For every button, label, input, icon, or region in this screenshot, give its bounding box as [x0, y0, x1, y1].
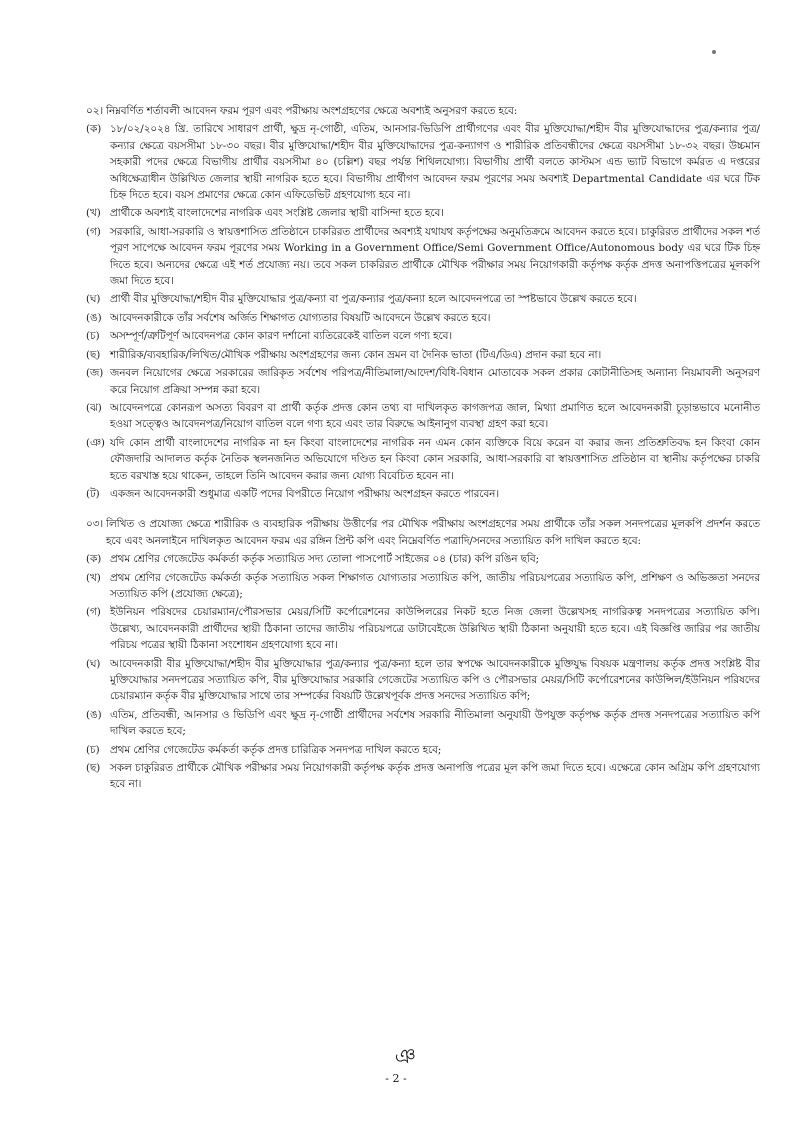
- item-label: (গ): [86, 606, 101, 619]
- list-item: [88, 347, 760, 363]
- item-text: আবেদনপত্রে কোনরূপ অসত্য বিবরণ বা প্রার্থী কর্তৃক প্রদত্ত কোন তথ্য বা দাখিলকৃত কাগজপত্র জাল, মিথ্যা প্রমাণিত হলে আবেদনকারী চূড়ান্তভাবে মনোনীত হওয়া সত্ত্বেও আবেদনপত্র/নিয়োগ বাতিল বলে গণ্য হবে এবং তার বিরুদ্ধে আইনানুগ ব্যবস্থা গ্রহণ করা হবে।: [110, 401, 760, 431]
- item-label: (ঙ): [86, 311, 102, 324]
- item-label: (চ): [86, 743, 100, 756]
- list-item: [88, 365, 760, 398]
- item-text: প্রথম শ্রেণির গেজেটেড কর্মকর্তা কর্তৃক প্রদত্ত চারিত্রিক সনদপত্র দাখিল করতে হবে;: [110, 743, 442, 756]
- item-label: (ঘ): [86, 293, 101, 306]
- item-text: ইউনিয়ন পরিষদের চেয়ারম্যান/পৌরসভার মেয়র/সিটি কর্পোরেশনের কাউন্সিলরের নিকট হতে নিজ জেলা উল্লেখসহ নাগরিকত্ব সনদপত্রের সত্যায়িত কপি। উল্লেখ্য, আবেদনকারী প্রার্থীদের স্থায়ী ঠিকানা তাদের জাতীয় পরিচয়পত্রে ডাটাবেইজে উল্লিখিত স্থায়ী ঠিকানা অনুযায়ী হতে হবে। এই বিজ্ঞপ্তি জারির পর জাতীয় পরিচয় পত্রের স্থায়ী ঠিকানা সংশোধন গ্রহণযোগ্য হবে না।: [110, 606, 760, 652]
- initials-signature: ঞ: [393, 1042, 418, 1070]
- list-item: [88, 551, 760, 567]
- list-item: [88, 400, 760, 433]
- item-text: আবেদনকারী বীর মুক্তিযোদ্ধা/শহীদ বীর মুক্তিযোদ্ধার পুত্র/কন্যার পুত্র/কন্যা হলে তার স্বপক্ষে আবেদনকারীকে মুক্তিযুদ্ধ বিষয়ক মন্ত্রণালয় কর্তৃক প্রদত্ত সংশ্লিষ্ট বীর মুক্তিযোদ্ধার সনদপত্রের সত্যায়িত কপি, বীর মুক্তিযোদ্ধার সরকারি গেজেটের সত্যায়িত কপি ও পৌরসভার মেয়র/সিটি কর্পোরেশনের কাউন্সিল/ইউনিয়ন পরিষদের চেয়ারম্যান কর্তৃক বীর মুক্তিযোদ্ধার সাথে তার সম্পর্কের বিষয়টি উল্লেখপূর্বক প্রদত্ত সনদের সত্যায়িত কপি;: [110, 657, 760, 703]
- section-number: ০২।: [86, 105, 104, 117]
- list-item: [88, 205, 760, 221]
- item-label: (গ): [86, 225, 101, 238]
- item-text: এতিম, প্রতিবন্ধী, আনসার ও ভিডিপি এবং ক্ষুদ্র নৃ-গোষ্ঠী প্রার্থীদের সর্বশেষ সরকারি নীতিমালা অনুযায়ী উপযুক্ত কর্তৃপক্ষ কর্তৃক প্রদত্ত সনদপত্রের সত্যায়িত কপি দাখিল করতে হবে;: [110, 708, 760, 738]
- item-text: প্রথম শ্রেণির গেজেটেড কর্মকর্তা কর্তৃক সত্যায়িত সদ্য তোলা পাসপোর্ট সাইজের ০৪ (চার) কপি রঙিন ছবি;: [110, 553, 540, 566]
- list-item: [88, 224, 760, 290]
- section-3: [88, 516, 760, 793]
- list-item: [88, 328, 760, 344]
- item-label: (ট): [86, 487, 100, 500]
- item-label: (ঘ): [86, 657, 101, 670]
- item-text: প্রার্থী বীর মুক্তিযোদ্ধা/শহীদ বীর মুক্তিযোদ্ধার পুত্র/কন্যা বা পুত্র/কন্যার পুত্র/কন্যা হলে আবেদনপত্রে তা স্পষ্টভাবে উল্লেখ করতে হবে।: [110, 293, 637, 306]
- item-label: (খ): [86, 571, 101, 584]
- item-label: (ঙ): [86, 708, 102, 721]
- item-text: যদি কোন প্রার্থী বাংলাদেশের নাগরিক না হন কিংবা বাংলাদেশের নাগরিক নন এমন কোন ব্যক্তিকে বিয়ে করেন বা করার জন্য প্রতিশ্রুতিবদ্ধ হন কিংবা কোন ফৌজদারি আদালত কর্তৃক নৈতিক স্থলনজনিত অভিযোগে দণ্ডিত হন কিংবা কোন সরকারি, আধা-সরকারি বা স্বায়ত্তশাসিত প্রতিষ্ঠান বা স্থানীয় কর্তৃপক্ষের চাকরি হতে বরখাস্ত হয়ে থাকেন, তাহলে তিনি আবেদন করার জন্য যোগ্য বিবেচিত হবেন না।: [110, 436, 760, 482]
- list-item: [88, 604, 760, 653]
- list-item: [88, 707, 760, 740]
- section-heading: [88, 103, 760, 119]
- item-label: (চ): [86, 330, 100, 343]
- list-item: [88, 121, 760, 203]
- item-text: অসম্পূর্ণ/ত্রুটিপূর্ণ আবেদনপত্র কোন কারণ দর্শানো ব্যতিরেকেই বাতিল বলে গণ্য হবে।: [110, 330, 453, 343]
- item-text: একজন আবেদনকারী শুধুমাত্র একটি পদের বিপরীতে নিয়োগ পরীক্ষায় অংশগ্রহন করতে পারবেন।: [110, 487, 500, 500]
- item-text: সরকারি, আধা-সরকারি ও স্বায়ত্তশাসিত প্রতিষ্ঠানে চাকরিরত প্রার্থীদের অবশ্যই যথাযথ কর্তৃপক্ষের অনুমতিক্রমে আবেদন করতে হবে। চাকুরিরত প্রার্থীদের সকল শর্ত পূরণ সাপেক্ষে আবেদন ফরম পূরণের সময় Working in a Government Office/Semi Government Office/Autonomous body এর ঘরে টিক চিহ্ন দিতে হবে। অন্যদের ক্ষেত্রে এই শর্ত প্রযোজ্য নয়। তবে সকল চাকরিরত প্রার্থীকে মৌখিক পরীক্ষার সময় নিয়োগকারী কর্তৃপক্ষ কর্তৃক প্রদত্ত অনাপত্তিপত্রের মূলকপি জমা দিতে হবে।: [110, 225, 760, 288]
- list-item: [88, 570, 760, 603]
- section-intro: লিখিত ও প্রযোজ্য ক্ষেত্রে শারীরিক ও ব্যবহারিক পরীক্ষায় উত্তীর্ণের পর মৌখিক পরীক্ষায় অংশগ্রহণের সময় প্রার্থীকে তাঁর সকল সনদপত্রের মূলকপি প্রদর্শন করতে হবে এবং অনলাইনে দাখিলকৃত আবেদন ফরম এর রঙ্গিন প্রিন্ট কপি এবং নিম্নেবর্ণিত পত্রাদি/সনদের সত্যায়িত কপি দাখিল করতে হবে:: [106, 518, 760, 547]
- list-item: [88, 435, 760, 484]
- list-item: [88, 310, 760, 326]
- section-heading: [88, 516, 760, 549]
- item-text: শারীরিক/ব্যবহারিক/লিখিত/মৌখিক পরীক্ষায় অংশগ্রহণের জন্য কোন ভ্রমন বা দৈনিক ভাতা (টিএ/ডিএ) প্রদান করা হবে না।: [110, 348, 602, 361]
- list-item: [88, 742, 760, 758]
- item-label: (ক): [86, 123, 102, 136]
- list-item: [88, 656, 760, 705]
- item-label: (ছ): [86, 762, 101, 775]
- list-item: [88, 760, 760, 793]
- item-text: জনবল নিয়োগের ক্ষেত্রে সরকারের জারিকৃত সর্বশেষ পরিপত্র/নীতিমালা/আদেশ/বিধি-বিধান মোতাবেক সকল প্রকার কোটানীতিসহ অন্যান্য নিয়মাবলী অনুসরণ করে নিয়োগ প্রক্রিয়া সম্পন্ন করা হবে।: [110, 367, 760, 396]
- item-label: (ক): [86, 553, 102, 566]
- item-text: ১৮/০২/২০২৪ খ্রি. তারিখে সাধারণ প্রার্থী, ক্ষুদ্র নৃ-গোষ্ঠী, এতিম, আনসার-ভিডিপি প্রার্থীগণের এবং বীর মুক্তিযোদ্ধা/শহীদ বীর মুক্তিযোদ্ধাদের পুত্র/কন্যার পুত্র/কন্যার ক্ষেত্রে বয়সসীমা ১৮-৩০ বছর। বীর মুক্তিযোদ্ধা/শহীদ বীর মুক্তিযোদ্ধাদের পুত্র-কন্যাগণ ও শারীরিক প্রতিবন্ধীদের ক্ষেত্রে বয়সসীমা ১৮-৩২ বছর। উচ্চমান সহকারী পদের ক্ষেত্রে বিভাগীয় প্রার্থীর বয়সসীমা ৪০ (চল্লিশ) বছর পর্যন্ত শিথিলযোগ্য। বিভাগীয় প্রার্থী বলতে কাস্টমস এন্ড ভ্যাট বিভাগে কর্মরত এ দপ্তরের অধিক্ষেত্রাধীন উল্লিখিত জেলার স্থায়ী নাগরিক হতে হবে। বিভাগীয় প্রার্থীগণ আবেদন ফরম পূরণের সময় অবশ্যই Departmental Candidate এর ঘরে টিক চিহ্ন দিতে হবে। বয়স প্রমাণের ক্ষেত্রে কোন এফিডেভিট গ্রহণযোগ্য হবে না।: [110, 123, 760, 202]
- item-label: (জ): [86, 367, 104, 380]
- item-label: (ঞ): [86, 436, 105, 449]
- item-text: প্রার্থীকে অবশ্যই বাংলাদেশের নাগরিক এবং সংশ্লিষ্ট জেলার স্থায়ী বাসিন্দা হতে হবে।: [110, 207, 444, 220]
- list-item: [88, 486, 760, 502]
- item-text: সকল চাকুরিরত প্রার্থীকে মৌখিক পরীক্ষার সময় নিয়োগকারী কর্তৃপক্ষ কর্তৃক প্রদত্ত অনাপত্তি পত্রের মূল কপি জমা দিতে হবে। এক্ষেত্রে কোন অগ্রিম কপি গ্রহণযোগ্য হবে না।: [110, 762, 760, 791]
- scan-speck: [712, 50, 716, 54]
- list-item: [88, 291, 760, 307]
- item-label: (ছ): [86, 348, 101, 361]
- section-intro: নিম্নবর্ণিত শর্তাবলী আবেদন ফরম পূরণ এবং পরীক্ষায় অংশগ্রহণের ক্ষেত্রে অবশ্যই অনুসরণ করতে হবে:: [106, 105, 518, 117]
- item-text: আবেদনকারীকে তাঁর সর্বশেষ অর্জিত শিক্ষাগত যোগ্যতার বিষয়টি আবেদনে উল্লেখ করতে হবে।: [110, 311, 491, 324]
- item-label: (ঝ): [86, 401, 102, 414]
- section-2: [88, 103, 760, 502]
- page-number: - 2 -: [385, 1072, 407, 1085]
- item-label: (খ): [86, 207, 101, 220]
- item-text: প্রথম শ্রেণির গেজেটেড কর্মকর্তা কর্তৃক সত্যায়িত সকল শিক্ষাগত যোগ্যতার সত্যায়িত কপি, জাতীয় পরিচয়পত্রের সত্যায়িত কপি, প্রশিক্ষণ ও অভিজ্ঞতা সনদের সত্যায়িত কপি (প্রযোজ্য ক্ষেত্রে);: [110, 571, 760, 600]
- document-body: [88, 103, 760, 807]
- section-number: ০৩।: [86, 518, 104, 531]
